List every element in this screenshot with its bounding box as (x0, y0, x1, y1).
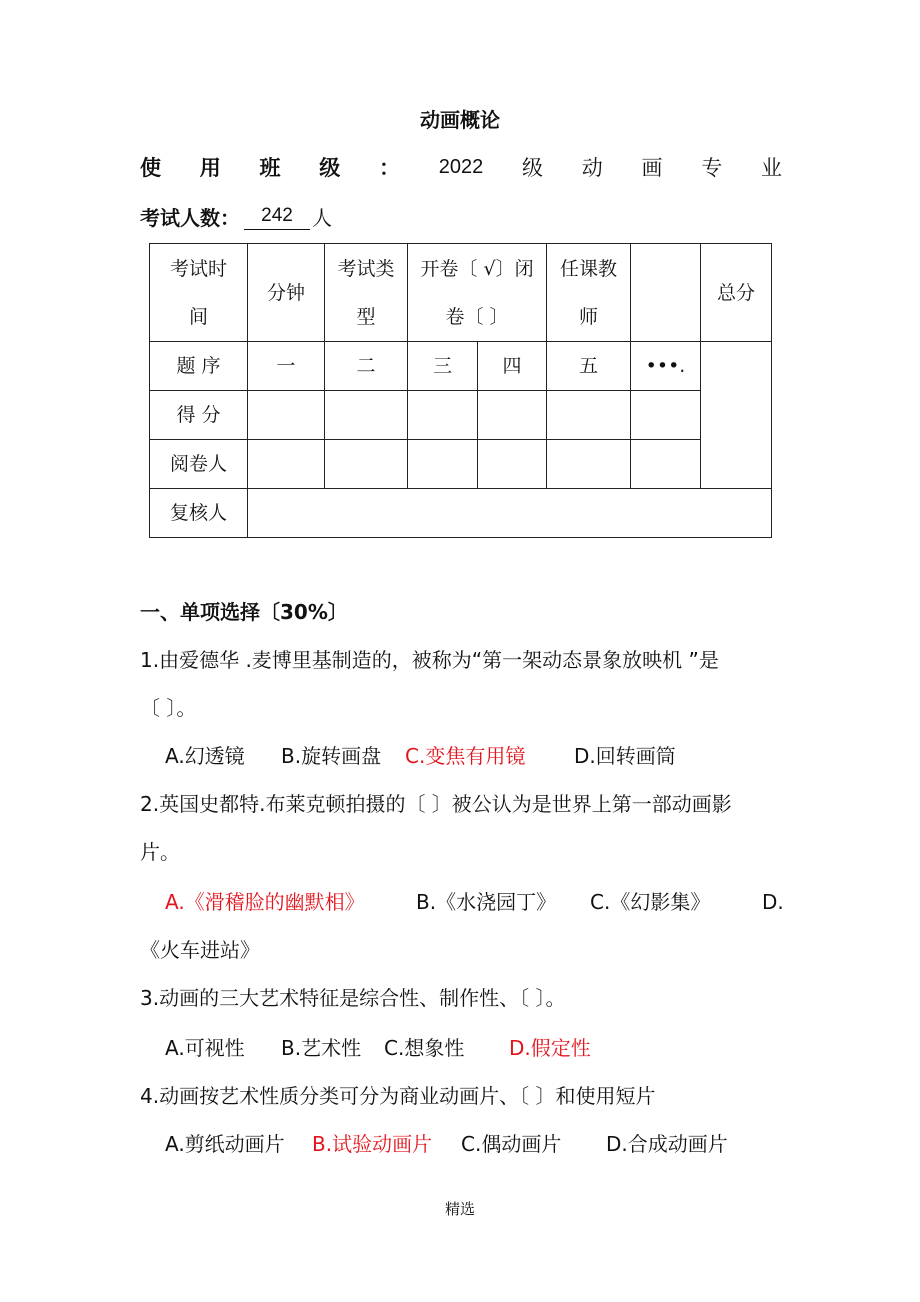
order-label-cell: 题 序 (150, 342, 248, 391)
exam-count-label: 考试人数： (140, 205, 240, 230)
usage-major-char: 级 (522, 156, 543, 180)
option-a: A.可视性 (165, 1036, 245, 1060)
total-score-cell (701, 342, 772, 489)
reviewer-cell (547, 440, 631, 489)
option-d: D. (762, 890, 784, 914)
option-c-answer: C.变焦有用镜 (405, 744, 526, 768)
order-cell: 三 (408, 342, 478, 391)
option-d: D.回转画筒 (574, 744, 676, 768)
option-b: B.艺术性 (281, 1036, 362, 1060)
reviewer-cell (248, 440, 325, 489)
reviewer-cell (631, 440, 701, 489)
question-2-text-cont: 片。 (140, 840, 180, 864)
reviewer-label-cell: 阅卷人 (150, 440, 248, 489)
open-closed-cell (408, 244, 547, 342)
question-1-text-cont: 〔 〕。 (140, 696, 197, 720)
question-4-text: 4.动画按艺术性质分类可分为商业动画片、〔 〕和使用短片 (140, 1084, 656, 1108)
option-b-answer: B.试验动画片 (312, 1132, 433, 1156)
usage-char: 班 (259, 156, 281, 180)
option-a: A.剪纸动画片 (165, 1132, 285, 1156)
score-cell (547, 391, 631, 440)
score-label-cell: 得 分 (150, 391, 248, 440)
score-cell (631, 391, 701, 440)
usage-major-char: 动 (581, 156, 603, 180)
checker-label-cell: 复核人 (150, 489, 248, 538)
usage-char: ： (379, 156, 400, 180)
section-title: 一、单项选择〔30%〕 (140, 600, 348, 624)
minutes-cell: 分钟 (248, 244, 325, 342)
score-cell (478, 391, 547, 440)
option-a: A.幻透镜 (165, 744, 245, 768)
option-d: D.合成动画片 (606, 1132, 728, 1156)
page-title: 动画概论 (420, 108, 500, 132)
order-cell: 二 (325, 342, 408, 391)
option-c: C.想象性 (384, 1036, 465, 1060)
score-cell (325, 391, 408, 440)
question-1-text: 1.由爱德华 .麦博里基制造的，被称为“第一架动态景象放映机 ”是 (140, 648, 719, 672)
exam-type-cell (325, 244, 408, 342)
exam-count-value: 242 (244, 203, 310, 230)
question-2-option-d-cont: 《火车进站》 (140, 938, 260, 962)
order-cell: 一 (248, 342, 325, 391)
question-2-text: 2.英国史都特.布莱克顿拍摄的〔 〕被公认为是世界上第一部动画影 (140, 792, 732, 816)
usage-char: 级 (319, 156, 341, 180)
option-c: C.偶动画片 (461, 1132, 562, 1156)
total-label-cell: 总分 (701, 244, 772, 342)
exam-count-unit: 人 (312, 205, 332, 230)
option-a-answer: A.《滑稽脸的幽默相》 (165, 890, 365, 914)
option-c: C.《幻影集》 (590, 890, 711, 914)
usage-major-char: 画 (641, 156, 663, 180)
exam-time-label-cont: 间 (188, 305, 208, 328)
teacher-label-cont: 师 (578, 305, 598, 328)
teacher-name-cell (631, 244, 701, 342)
open-closed-label: 开卷〔 √〕闭 (420, 257, 534, 280)
score-table (149, 243, 772, 538)
page-footer: 精选 (444, 1200, 475, 1218)
exam-type-label: 考试类 (337, 257, 395, 280)
score-cell (248, 391, 325, 440)
option-b: B.《水浇园丁》 (416, 890, 557, 914)
reviewer-cell (478, 440, 547, 489)
usage-major-char: 专 (701, 156, 723, 180)
score-cell (408, 391, 478, 440)
teacher-cell (547, 244, 631, 342)
reviewer-cell (408, 440, 478, 489)
usage-year: 2022 (438, 155, 484, 178)
usage-class-line (140, 150, 782, 184)
open-closed-label-cont: 卷〔 〕 (445, 305, 509, 328)
option-d-answer: D.假定性 (509, 1036, 591, 1060)
option-b: B.旋转画盘 (281, 744, 382, 768)
order-cell: 四 (478, 342, 547, 391)
usage-major-char: 业 (761, 156, 782, 180)
reviewer-cell (325, 440, 408, 489)
usage-char: 使 (140, 156, 161, 180)
exam-time-label: 考试时 (169, 257, 227, 280)
question-3-text: 3.动画的三大艺术特征是综合性、制作性、〔 〕。 (140, 986, 566, 1010)
exam-type-label-cont: 型 (356, 305, 376, 328)
usage-char: 用 (199, 156, 221, 180)
teacher-label: 任课教 (559, 257, 617, 280)
exam-count-line (140, 200, 332, 232)
order-cell: 五 (547, 342, 631, 391)
checker-cell (248, 489, 772, 538)
exam-time-cell (150, 244, 248, 342)
order-cell: •••. (631, 342, 701, 391)
